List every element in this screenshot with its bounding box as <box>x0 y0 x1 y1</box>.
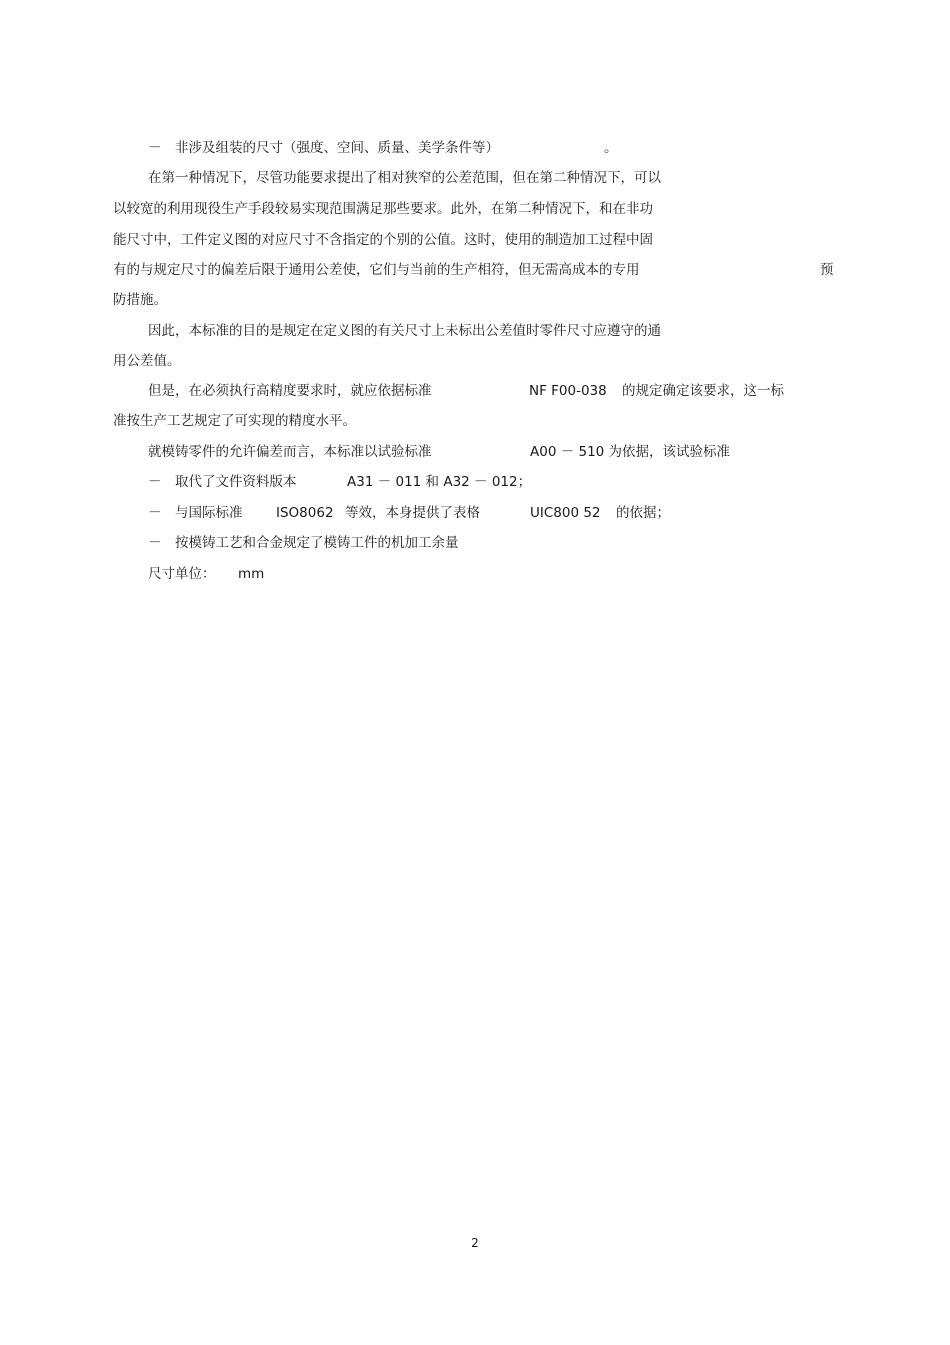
list-item: － 取代了文件资料版本 <box>148 474 297 490</box>
standard-reference: A31 － 011 和 A32 － 012； <box>347 474 532 490</box>
paragraph-line: 用公差值。 <box>113 353 181 369</box>
standard-reference: A00 － 510 为依据，该试验标准 <box>530 444 731 460</box>
standard-reference: NF F00-038 <box>529 383 607 399</box>
paragraph-line: 但是，在必须执行高精度要求时，就应依据标准 <box>148 383 432 399</box>
paragraph-line: 有的与规定尺寸的偏差后限于通用公差使，它们与当前的生产相符，但无需高成本的专用 <box>113 262 640 278</box>
text-fragment: 。 <box>604 140 618 156</box>
paragraph-line: 以较宽的利用现役生产手段较易实现范围满足那些要求。此外，在第二种情况下，和在非功 <box>113 201 653 217</box>
paragraph-line: 准按生产工艺规定了可实现的精度水平。 <box>113 413 356 429</box>
standard-reference: UIC800 52 <box>530 505 601 521</box>
text-fragment: 预 <box>820 262 834 278</box>
paragraph-line: 因此，本标准的目的是规定在定义图的有关尺寸上未标出公差值时零件尺寸应遵守的通 <box>148 323 661 339</box>
text-fragment: 的依据； <box>616 505 670 521</box>
standard-reference: ISO8062 <box>276 505 334 521</box>
paragraph-line: 能尺寸中，工件定义图的对应尺寸不含指定的个别的公值。这时，使用的制造加工过程中固 <box>113 232 653 248</box>
list-item: － 按模铸工艺和合金规定了模铸工件的机加工余量 <box>148 535 459 551</box>
unit-value: mm <box>238 566 265 582</box>
paragraph-line: 的规定确定该要求，这一标 <box>622 383 784 399</box>
page-number: 2 <box>471 1236 479 1250</box>
paragraph-line: 在第一种情况下，尽管功能要求提出了相对狭窄的公差范围，但在第二种情况下，可以 <box>148 170 661 186</box>
text-fragment: 等效，本身提供了表格 <box>345 505 480 521</box>
unit-label: 尺寸单位： <box>148 566 216 582</box>
paragraph-line: 就模铸零件的允许偏差而言，本标准以试验标准 <box>148 444 432 460</box>
paragraph-line: 防措施。 <box>113 292 167 308</box>
list-item: － 与国际标准 <box>148 505 243 521</box>
list-item-non-assembly: － 非涉及组装的尺寸（强度、空间、质量、美学条件等） <box>148 140 499 156</box>
